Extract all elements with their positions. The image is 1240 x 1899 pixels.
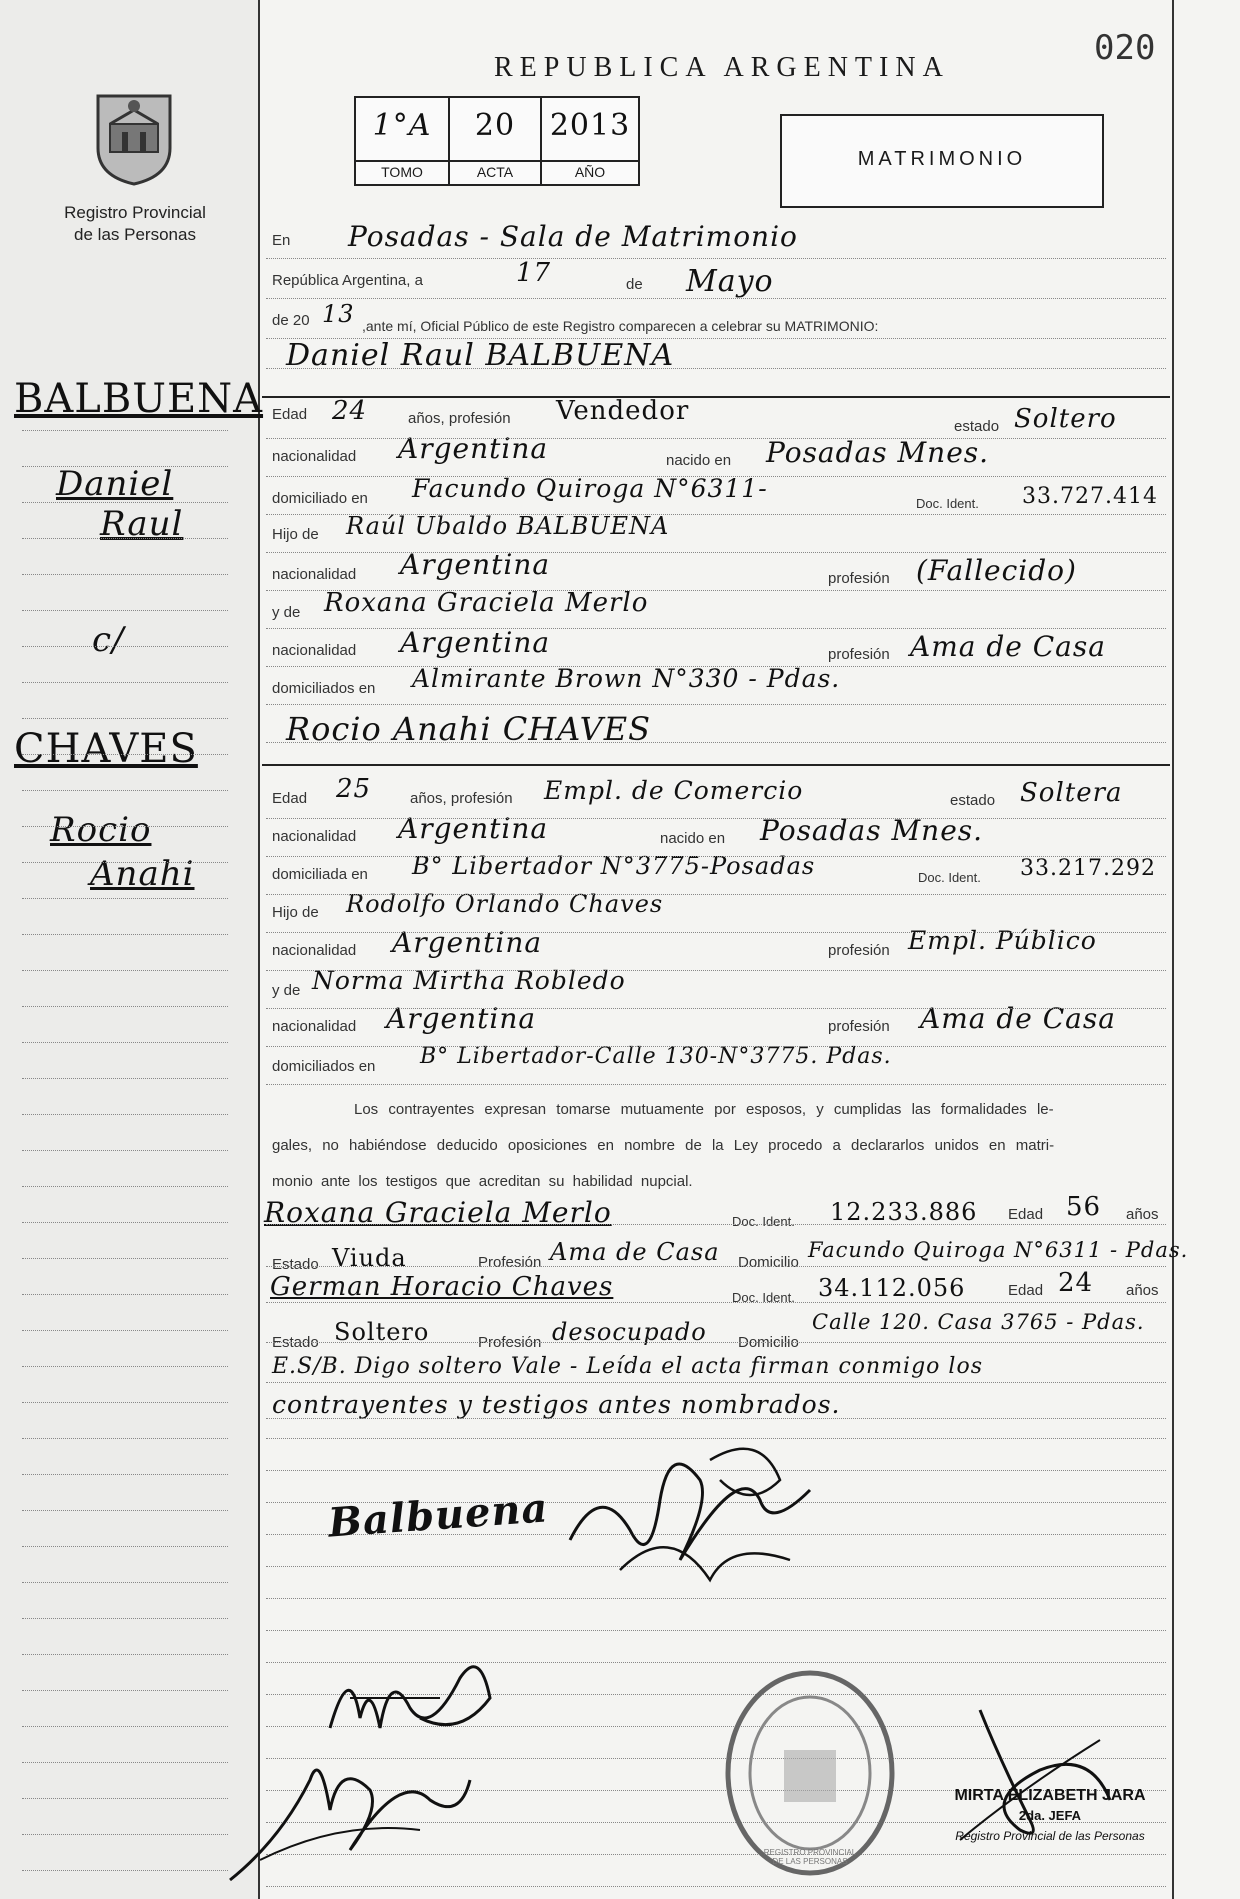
act-type: MATRIMONIO: [857, 148, 1027, 170]
witness1-name: Roxana Graciela Merlo: [264, 1196, 612, 1229]
groom-mother-prof-label: profesión: [828, 646, 890, 663]
sidebar-groom-given2: Raul: [100, 504, 184, 544]
form-rule: [266, 1084, 1166, 1085]
bride-parents-dom-label: domiciliados en: [272, 1058, 376, 1075]
groom-dom-label: domiciliado en: [272, 490, 368, 507]
bride-profession: Empl. de Comercio: [544, 776, 804, 805]
form-rule: [266, 438, 1166, 439]
groom-parents-dom-label: domiciliados en: [272, 680, 376, 697]
sidebar-rule: [22, 1762, 228, 1763]
act-reference-table: [354, 96, 640, 186]
form-rule: [266, 932, 1166, 933]
groom-estado-label: estado: [954, 418, 1000, 435]
form-rule: [266, 258, 1166, 259]
marriage-month: Mayo: [686, 264, 774, 299]
form-rule: [266, 628, 1166, 629]
margin-divider: [258, 0, 260, 1899]
sidebar-rule: [22, 970, 228, 971]
closing-line1: E.S/B. Digo soltero Vale - Leída el acta firman conmigo los: [272, 1354, 983, 1379]
sidebar-rule: [22, 1330, 228, 1331]
witness2-doc-number: 34.112.056: [818, 1274, 966, 1302]
sidebar-rule: [22, 826, 228, 827]
act-type-box: [780, 114, 1104, 208]
witness1-civil-status: Viuda: [332, 1244, 407, 1272]
witness2-profession: desocupado: [552, 1318, 707, 1346]
sidebar-rule: [22, 1150, 228, 1151]
bride-doc-number: 33.217.292: [1020, 856, 1156, 881]
official-title: 2da. JEFA: [1018, 1808, 1082, 1823]
declaration: [272, 1092, 1162, 1200]
bride-father-prof-label: profesión: [828, 942, 890, 959]
year-suffix: 13: [322, 300, 355, 328]
sidebar-rule: [22, 1438, 228, 1439]
groom-address: Facundo Quiroga N°6311-: [412, 474, 768, 503]
bride-father-profession: Empl. Público: [908, 926, 1097, 955]
margin-column: [0, 0, 258, 1899]
year-prefix: de 20: [272, 312, 310, 329]
form-rule: [266, 1302, 1166, 1303]
intro-statement: ,ante mí, Oficial Público de este Registro comparecen a celebrar su MATRIMONIO:: [362, 318, 879, 334]
groom-profession: Vendedor: [556, 396, 690, 426]
bride-father-label: Hijo de: [272, 904, 319, 921]
witness2-edad-label: Edad: [1008, 1282, 1044, 1299]
sidebar-rule: [22, 898, 228, 899]
closing-line2: contrayentes y testigos antes nombrados.: [272, 1390, 841, 1419]
sidebar-rule: [22, 682, 228, 683]
witness1-dom-label: Domicilio: [738, 1254, 799, 1271]
groom-full-name: Daniel Raul BALBUENA: [286, 338, 675, 373]
sidebar-rule: [22, 1078, 228, 1079]
tomo-label: TOMO: [356, 160, 448, 180]
groom-prof-label: años, profesión: [408, 410, 511, 427]
form-rule: [266, 1382, 1166, 1383]
form-rule: [266, 298, 1166, 299]
sidebar-rule: [22, 1258, 228, 1259]
groom-father: Raúl Ubaldo BALBUENA: [346, 512, 670, 540]
groom-nacido-label: nacido en: [666, 452, 732, 469]
sidebar-rule: [22, 1834, 228, 1835]
seal-text: REGISTRO PROVINCIAL DE LAS PERSONAS: [763, 1848, 857, 1866]
main-rule: [266, 1598, 1166, 1599]
sidebar-bride-surname: CHAVES: [14, 726, 198, 772]
registry-name-line2: de las Personas: [74, 225, 196, 244]
groom-parents-address: Almirante Brown N°330 - Pdas.: [412, 664, 841, 693]
official-name: MIRTA ELIZABETH JARA: [954, 1787, 1146, 1804]
sidebar-rule: [22, 1546, 228, 1547]
bride-mother-nac-label: nacionalidad: [272, 1018, 357, 1035]
witness2-address: Calle 120. Casa 3765 - Pdas.: [812, 1310, 1145, 1334]
groom-signature: Balbuena: [326, 1484, 550, 1547]
sidebar-rule: [22, 1474, 228, 1475]
sidebar-rule: [22, 1582, 228, 1583]
sidebar-groom-surname: BALBUENA: [14, 376, 264, 422]
witness2-anios-label: años: [1126, 1282, 1159, 1299]
witness1-doc-number: 12.233.886: [830, 1198, 978, 1226]
witness1-estado-label: Estado: [272, 1256, 319, 1273]
form-rule: [266, 666, 1166, 667]
witness2-doc-label: Doc. Ident.: [732, 1290, 795, 1305]
groom-nac-label: nacionalidad: [272, 448, 357, 465]
declaration-line2: gales, no habiéndose deducido oposiciones en nombre de la Ley procedo a declararlos unidos en matri-: [272, 1137, 1055, 1154]
witness2-civil-status: Soltero: [334, 1318, 430, 1346]
sidebar-rule: [22, 466, 228, 467]
marriage-day: 17: [516, 258, 552, 288]
sidebar-rule: [22, 1654, 228, 1655]
bride-edad-label: Edad: [272, 790, 308, 807]
groom-mother-nationality: Argentina: [400, 626, 551, 659]
sidebar-rule: [22, 1366, 228, 1367]
form-rule: [266, 1342, 1166, 1343]
declaration-line3: monio ante los testigos que acreditan su habilidad nupcial.: [272, 1173, 693, 1190]
sidebar-rule: [22, 574, 228, 575]
witness1-age: 56: [1066, 1192, 1102, 1222]
registry-name: [30, 202, 240, 246]
bride-age: 25: [336, 774, 372, 804]
witness1-edad-label: Edad: [1008, 1206, 1044, 1223]
form-rule: [266, 338, 1166, 339]
witness1-profession: Ama de Casa: [550, 1238, 720, 1266]
groom-father-profession: (Fallecido): [916, 554, 1077, 587]
bride-mother-prof-label: profesión: [828, 1018, 890, 1035]
form-rule: [266, 1008, 1166, 1009]
witness2-name: German Horacio Chaves: [270, 1272, 614, 1302]
bride-prof-label: años, profesión: [410, 790, 513, 807]
sidebar-rule: [22, 1690, 228, 1691]
country-title: REPUBLICA ARGENTINA: [494, 52, 950, 83]
anio-value: 2013: [549, 108, 631, 143]
sidebar-rule: [22, 1042, 228, 1043]
sidebar-rule: [22, 430, 228, 431]
republica-label: República Argentina, a: [272, 272, 423, 289]
groom-nationality: Argentina: [398, 432, 549, 465]
bride-mother: Norma Mirtha Robledo: [312, 966, 626, 995]
sidebar-rule: [22, 1402, 228, 1403]
acta-label: ACTA: [450, 160, 540, 180]
registry-name-line1: Registro Provincial: [64, 203, 206, 222]
groom-father-prof-label: profesión: [828, 570, 890, 587]
form-rule: [266, 552, 1166, 553]
form-rule: [266, 818, 1166, 819]
witness2-dom-label: Domicilio: [738, 1334, 799, 1351]
form-rule: [266, 1046, 1166, 1047]
form-rule: [266, 894, 1166, 895]
witness1-doc-label: Doc. Ident.: [732, 1214, 795, 1229]
sidebar-rule: [22, 1114, 228, 1115]
form-rule: [266, 1418, 1166, 1419]
form-rule: [266, 1224, 1166, 1225]
bride-mother-nationality: Argentina: [386, 1002, 537, 1035]
bride-father-nationality: Argentina: [392, 926, 543, 959]
form-rule: [266, 742, 1166, 743]
groom-doc-number: 33.727.414: [1022, 484, 1158, 509]
form-rule: [266, 970, 1166, 971]
sidebar-rule: [22, 1006, 228, 1007]
sidebar-rule: [22, 862, 228, 863]
witness1-prof-label: Profesión: [478, 1254, 542, 1271]
tomo-value: 1°A: [372, 108, 432, 143]
anio-label: AÑO: [542, 160, 638, 180]
sidebar-groom-given1: Daniel: [56, 464, 174, 504]
bride-estado-label: estado: [950, 792, 996, 809]
groom-father-label: Hijo de: [272, 526, 319, 543]
en-label: En: [272, 232, 291, 249]
main-rule: [266, 1630, 1166, 1631]
right-border: [1172, 0, 1174, 1899]
witness2-estado-label: Estado: [272, 1334, 319, 1351]
sidebar-rule: [22, 1222, 228, 1223]
bride-address: B° Libertador N°3775-Posadas: [412, 852, 816, 880]
groom-civil-status: Soltero: [1014, 404, 1117, 434]
form-rule: [266, 514, 1166, 515]
declaration-line1: Los contrayentes expresan tomarse mutuamente por esposos, y cumplidas las formalidades le-: [354, 1101, 1054, 1118]
registry-logo-icon: [88, 86, 180, 186]
groom-age: 24: [332, 396, 368, 426]
groom-mother-label: y de: [272, 604, 301, 621]
bride-nac-label: nacionalidad: [272, 828, 357, 845]
groom-father-nationality: Argentina: [400, 548, 551, 581]
official-office: Registro Provincial de las Personas: [955, 1829, 1145, 1843]
witness1-anios-label: años: [1126, 1206, 1159, 1223]
sidebar-rule: [22, 1870, 228, 1871]
sidebar-rule: [22, 934, 228, 935]
bride-full-name: Rocio Anahi CHAVES: [286, 710, 652, 748]
bride-doc-label: Doc. Ident.: [918, 870, 981, 885]
sidebar-rule: [22, 610, 228, 611]
bride-dom-label: domiciliada en: [272, 866, 368, 883]
form-rule: [266, 476, 1166, 477]
sidebar-rule: [22, 718, 228, 719]
groom-mother-profession: Ama de Casa: [910, 630, 1106, 663]
sidebar-rule: [22, 1618, 228, 1619]
bride-mother-profession: Ama de Casa: [920, 1002, 1116, 1035]
sidebar-rule: [22, 1510, 228, 1511]
sidebar-bride-given1: Rocio: [50, 810, 152, 850]
groom-mother: Roxana Graciela Merlo: [324, 588, 649, 618]
sidebar-rule: [22, 538, 228, 539]
marriage-place: Posadas - Sala de Matrimonio: [348, 220, 798, 253]
witness2-age: 24: [1058, 1268, 1094, 1298]
groom-mother-nac-label: nacionalidad: [272, 642, 357, 659]
sidebar-rule: [22, 1798, 228, 1799]
sidebar-rule: [22, 754, 228, 755]
bride-civil-status: Soltera: [1020, 778, 1123, 808]
groom-doc-label: Doc. Ident.: [916, 496, 979, 511]
witness2-signature-icon: [220, 1720, 480, 1890]
bride-mother-label: y de: [272, 982, 301, 999]
sidebar-rule: [22, 1186, 228, 1187]
bride-parents-address: B° Libertador-Calle 130-N°3775. Pdas.: [420, 1044, 892, 1069]
sidebar-connector: c/: [92, 620, 125, 660]
acta-value: 20: [474, 108, 516, 143]
bride-father-nac-label: nacionalidad: [272, 942, 357, 959]
bride-nationality: Argentina: [398, 812, 549, 845]
de-label: de: [626, 276, 643, 293]
sidebar-rule: [22, 646, 228, 647]
sidebar-bride-given2: Anahi: [90, 854, 195, 894]
bride-birthplace: Posadas Mnes.: [760, 814, 984, 847]
sidebar-rule: [22, 1726, 228, 1727]
groom-birthplace: Posadas Mnes.: [766, 436, 990, 469]
form-rule: [266, 590, 1166, 591]
official-seal: [722, 1668, 898, 1878]
witness1-address: Facundo Quiroga N°6311 - Pdas.: [808, 1238, 1189, 1262]
form-rule: [266, 368, 1166, 369]
form-rule: [266, 1266, 1166, 1267]
bride-nacido-label: nacido en: [660, 830, 726, 847]
bride-signature-icon: [560, 1420, 820, 1590]
sidebar-rule: [22, 1294, 228, 1295]
bride-father: Rodolfo Orlando Chaves: [346, 890, 664, 918]
seal-icon: [722, 1668, 898, 1878]
groom-father-nac-label: nacionalidad: [272, 566, 357, 583]
sidebar-rule: [22, 502, 228, 503]
groom-edad-label: Edad: [272, 406, 308, 423]
sidebar-rule: [22, 790, 228, 791]
form-rule: [266, 704, 1166, 705]
page-number: 020: [1094, 28, 1156, 68]
official-stamp: [936, 1786, 1164, 1846]
form-rule: [266, 856, 1166, 857]
witness2-prof-label: Profesión: [478, 1334, 542, 1351]
